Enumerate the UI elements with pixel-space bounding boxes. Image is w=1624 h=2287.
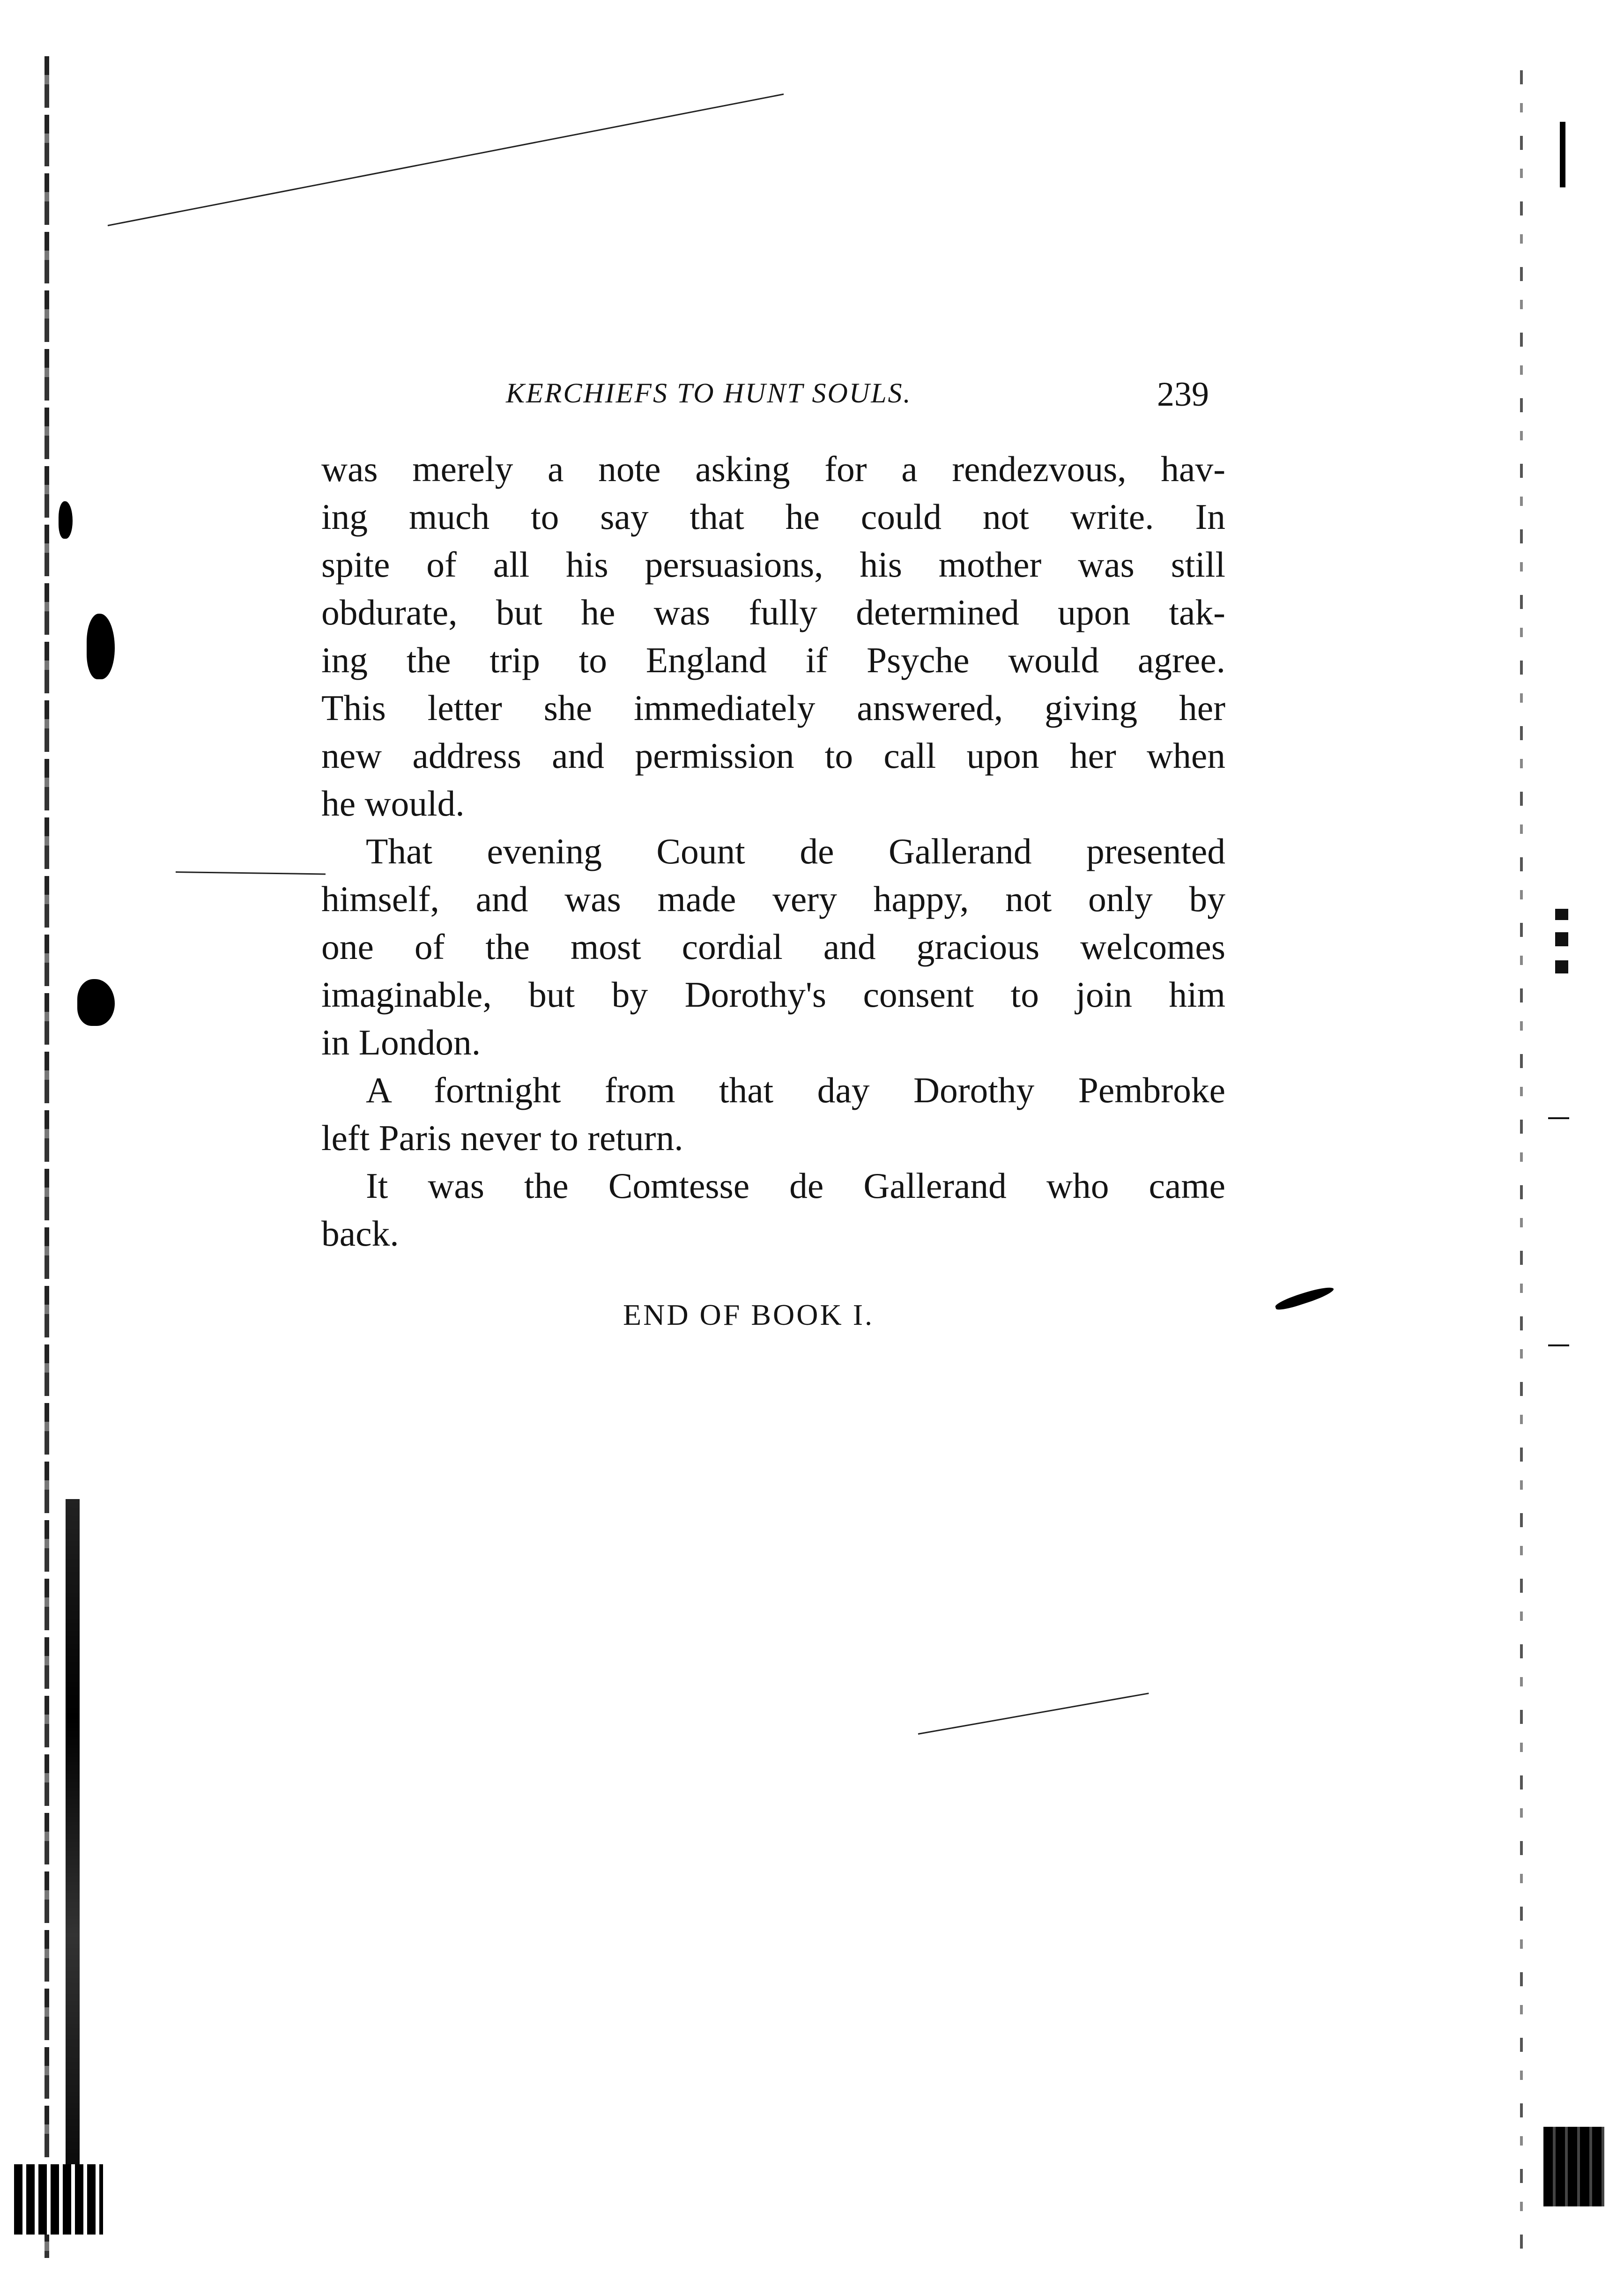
end-of-book-label: END OF BOOK I. [623, 1298, 874, 1331]
scan-edge-right [1520, 70, 1523, 2249]
text-line: That evening Count de Gallerand presented [366, 831, 1225, 871]
text-line: obdurate, but he was fully determined upon tak- [321, 592, 1225, 632]
scan-scratch [108, 94, 784, 226]
ink-smudge [1274, 1284, 1335, 1312]
text-line: one of the most cordial and gracious welcomes [321, 927, 1225, 967]
scan-speck [1555, 909, 1568, 920]
text-line: left Paris never to return. [321, 1118, 683, 1158]
text-line: in London. [321, 1022, 481, 1062]
text-line: himself, and was made very happy, not only by [321, 879, 1225, 919]
running-title: KERCHIEFS TO HUNT SOULS. [506, 378, 912, 408]
text-line: ing the trip to England if Psyche would agree. [321, 640, 1225, 680]
text-line: This letter she immediately answered, giving her [321, 688, 1225, 728]
text-line: he would. [321, 783, 465, 824]
scan-scratch [918, 1693, 1149, 1735]
text-line: spite of all his persuasions, his mother was still [321, 544, 1225, 585]
ink-blot [87, 614, 115, 679]
text-line: ing much to say that he could not write. In [321, 497, 1225, 537]
text-line: A fortnight from that day Dorothy Pembroke [366, 1070, 1225, 1110]
text-line: It was the Comtesse de Gallerand who came [366, 1166, 1225, 1206]
scan-dash [1548, 1344, 1569, 1346]
ink-blot [77, 979, 115, 1026]
page-number: 239 [1157, 375, 1209, 414]
scan-speck [1555, 932, 1568, 946]
scan-edge-right-block [1543, 2127, 1604, 2206]
scan-dash [1548, 1117, 1569, 1119]
text-line: back. [321, 1213, 399, 1254]
text-line: imaginable, but by Dorothy's consent to join him [321, 974, 1225, 1015]
scan-edge-left-thick [66, 1499, 80, 2225]
ink-blot [59, 501, 73, 539]
scan-edge-left-block [14, 2164, 103, 2235]
text-line: was merely a note asking for a rendezvous, hav- [321, 449, 1225, 489]
scan-edge-left [44, 56, 49, 2258]
text-line: new address and permission to call upon her when [321, 735, 1225, 776]
scan-scratch [176, 871, 326, 875]
scan-edge-right-dark [1560, 122, 1565, 187]
body-text [321, 445, 1225, 1257]
scan-speck [1555, 960, 1568, 973]
